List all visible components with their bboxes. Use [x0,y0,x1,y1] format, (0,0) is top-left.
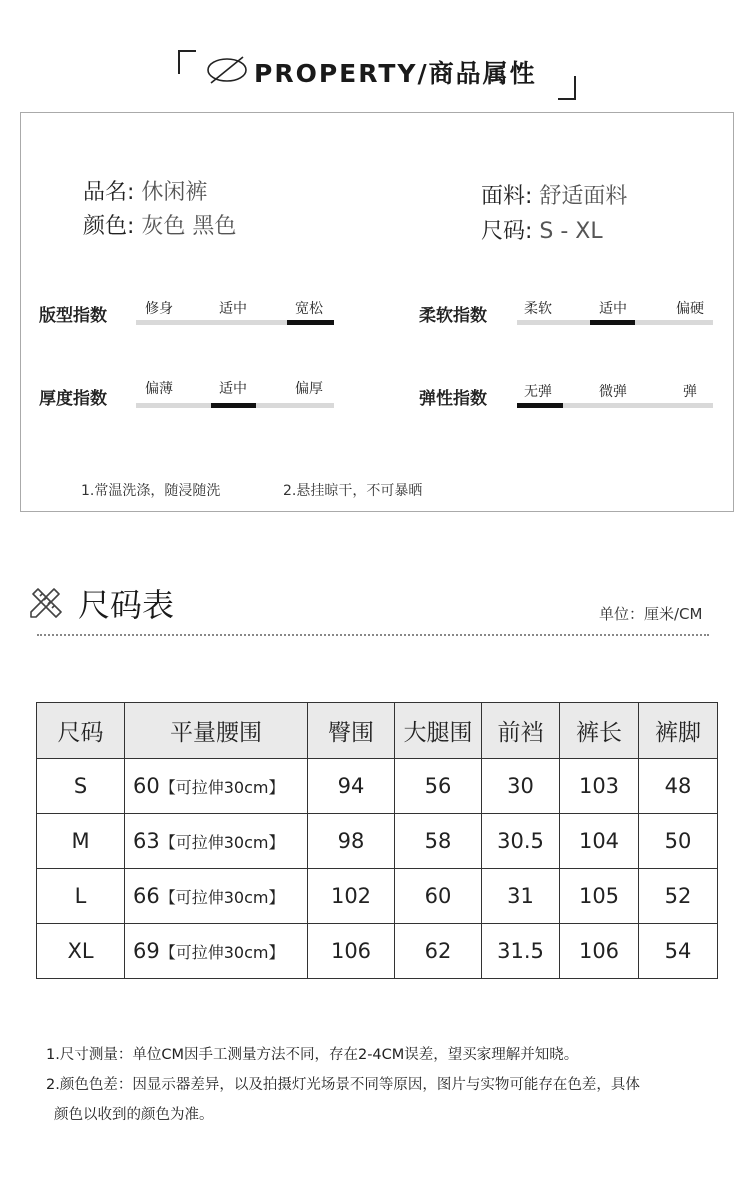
cell-thigh: 56 [395,759,482,814]
table-row [37,814,718,869]
cell-thigh: 62 [395,924,482,979]
cell-waist [125,814,308,869]
cell-hem: 48 [639,759,718,814]
property-title: PROPERTY/商品属性 [254,59,537,88]
cell-size: M [37,814,125,869]
column-header-length: 裤长 [560,703,639,759]
cell-waist [125,759,308,814]
table-row [37,759,718,814]
product-size-label: 尺码: [481,219,533,244]
elasticity-option-stretch: 弹 [683,384,697,400]
thickness-index-marker [211,403,256,408]
fit-option-regular: 适中 [219,301,247,317]
cell-hip: 98 [308,814,395,869]
softness-index-label: 柔软指数 [419,306,487,326]
cell-hip: 106 [308,924,395,979]
elasticity-index-marker [517,403,563,408]
cell-length: 103 [560,759,639,814]
cell-hem: 50 [639,814,718,869]
note-measurement: 1.尺寸测量：单位CM因手工测量方法不同，存在2-4CM误差，望买家理解并知晓。 [46,1047,579,1063]
softness-option-soft: 柔软 [524,301,552,317]
cell-waist-value: 63 [133,829,160,853]
product-fabric-label: 面料: [481,184,533,209]
elasticity-index-label: 弹性指数 [419,389,487,409]
property-panel [20,112,734,512]
cell-hip: 94 [308,759,395,814]
cell-thigh: 58 [395,814,482,869]
cell-hip: 102 [308,869,395,924]
softness-index-marker [590,320,635,325]
fit-index-marker [287,320,334,325]
note-color-difference: 2.颜色色差：因显示器差异，以及拍摄灯光场景不同等原因，图片与实物可能存在色差，具体 [46,1077,640,1093]
thickness-option-medium: 适中 [219,381,247,397]
cell-waist-value: 69 [133,939,160,963]
product-name [83,175,207,206]
cell-rise: 30 [482,759,560,814]
column-header-hem: 裤脚 [639,703,718,759]
product-name-label: 品名: [83,180,135,205]
cell-waist-note: 【可拉伸30cm】 [159,943,285,962]
elasticity-option-slight: 微弹 [599,384,627,400]
product-color-value: 灰色 黑色 [141,214,237,239]
thickness-option-thin: 偏薄 [145,381,173,397]
product-fabric-value: 舒适面料 [539,184,628,209]
cell-waist-note: 【可拉伸30cm】 [159,778,285,797]
cell-length: 105 [560,869,639,924]
care-instruction-dry: 2.悬挂晾干，不可暴晒 [283,483,423,499]
product-fabric [481,179,627,210]
corner-bracket-top-left [178,50,196,74]
column-header-hip: 臀围 [308,703,395,759]
product-color-label: 颜色: [83,214,135,239]
care-instruction-wash: 1.常温洗涤，随浸随洗 [81,483,221,499]
cell-size: L [37,869,125,924]
cell-rise: 31.5 [482,924,560,979]
cell-hem: 52 [639,869,718,924]
column-header-rise: 前裆 [482,703,560,759]
size-chart-title: 尺码表 [78,586,175,624]
fit-index-label: 版型指数 [39,306,107,326]
fit-option-loose: 宽松 [295,301,323,317]
column-header-size: 尺码 [37,703,125,759]
note-color-difference-continued: 颜色以收到的颜色为准。 [54,1107,214,1123]
cell-waist-note: 【可拉伸30cm】 [159,888,285,907]
product-size [481,214,603,245]
thickness-index-label: 厚度指数 [39,389,107,409]
elasticity-option-none: 无弹 [524,384,552,400]
cell-size: S [37,759,125,814]
thickness-option-thick: 偏厚 [295,381,323,397]
cell-size: XL [37,924,125,979]
ruler-pencil-cross-icon [30,588,62,618]
property-header [0,40,750,100]
cell-waist-note: 【可拉伸30cm】 [159,833,285,852]
cell-waist-value: 66 [133,884,160,908]
cell-rise: 31 [482,869,560,924]
product-size-value: S - XL [539,219,603,244]
product-color [83,209,236,240]
fit-option-slim: 修身 [145,301,173,317]
cell-hem: 54 [639,924,718,979]
size-chart-unit: 单位：厘米/CM [599,605,703,623]
column-header-thigh: 大腿围 [395,703,482,759]
cell-waist-value: 60 [133,774,160,798]
size-table [36,702,718,979]
size-table-header-row [37,703,718,759]
ellipse-slash-icon [205,56,249,84]
cell-waist [125,869,308,924]
product-name-value: 休闲裤 [141,180,208,205]
cell-thigh: 60 [395,869,482,924]
cell-length: 104 [560,814,639,869]
column-header-waist: 平量腰围 [125,703,308,759]
cell-waist [125,924,308,979]
table-row [37,869,718,924]
table-row [37,924,718,979]
cell-length: 106 [560,924,639,979]
dotted-divider [37,634,709,636]
softness-option-hard: 偏硬 [676,301,704,317]
corner-bracket-bottom-right [558,76,576,100]
softness-option-medium: 适中 [599,301,627,317]
cell-rise: 30.5 [482,814,560,869]
